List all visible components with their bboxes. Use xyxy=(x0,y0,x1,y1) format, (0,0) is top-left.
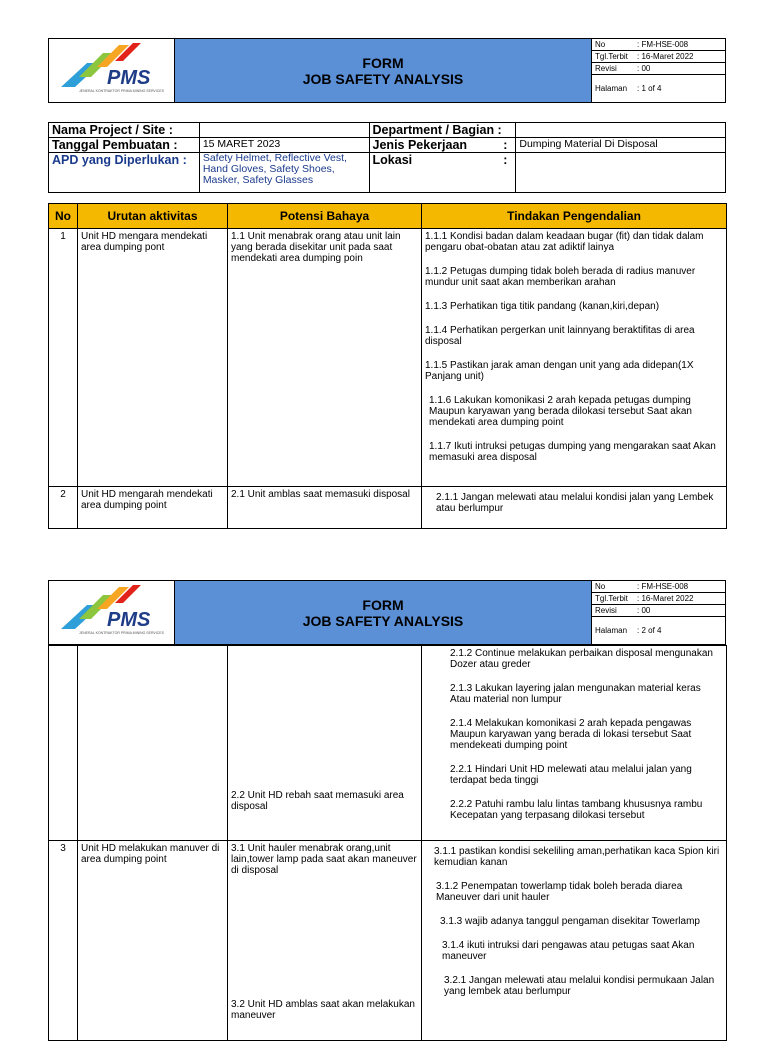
apd-value: Safety Helmet, Reflective Vest, Hand Gloves, Safety Shoes, Masker, Safety Glasses xyxy=(199,153,369,193)
jsa-table-page2 xyxy=(48,645,727,1041)
date-value: 15 MARET 2023 xyxy=(199,138,369,153)
row-number xyxy=(49,646,78,841)
date-label: Tanggal Pembuatan : xyxy=(49,138,200,153)
control-item: 3.2.1 Jangan melewati atau melalui kondisi permukaan Jalan yang lembek atau berlumpur xyxy=(444,975,715,997)
form-title xyxy=(175,39,591,102)
location-value xyxy=(516,153,726,193)
form-header-page2 xyxy=(48,580,726,645)
control-item: 2.1.3 Lakukan layering jalan mengunakan material keras Atau material non lumpur xyxy=(450,683,701,705)
col-header-controls: Tindakan Pengendalian xyxy=(422,204,727,229)
control-item: 3.1.2 Penempatan towerlamp tidak boleh berada diarea Maneuver dari unit hauler xyxy=(436,881,683,903)
activity-cell: Unit HD mengara mendekati area dumping pont xyxy=(78,229,228,487)
col-header-activity: Urutan aktivitas xyxy=(78,204,228,229)
controls-cell xyxy=(422,487,727,529)
control-item: 1.1.2 Petugas dumping tidak boleh berada di radius manuver mundur unit saat akan memberikan arahan xyxy=(425,266,696,288)
control-item: 1.1.7 Ikuti intruksi petugas dumping yang mengarakan saat Akan memasuki area disposal xyxy=(429,441,716,463)
job-type-label xyxy=(369,138,516,153)
title-line-2: JOB SAFETY ANALYSIS xyxy=(302,612,464,629)
meta-key: No xyxy=(595,582,606,591)
hazard-text: 3.1 Unit hauler menabrak orang,unit lain,tower lamp pada saat akan maneuver di disposal xyxy=(231,843,417,876)
location-colon: : xyxy=(503,153,508,167)
company-logo xyxy=(49,39,175,102)
controls-cell xyxy=(422,841,727,1041)
row-number: 2 xyxy=(49,487,78,529)
meta-value: : 00 xyxy=(637,606,651,615)
control-item: 1.1.6 Lakukan komonikasi 2 arah kepada petugas dumping Maupun karyawan yang berada dilokasi tersebut Saat akan mendekati area dumping point xyxy=(429,395,692,428)
brand-name: PMS xyxy=(107,67,151,89)
hazard-cell: 2.1 Unit amblas saat memasuki disposal xyxy=(228,487,422,529)
brand-tagline: JENERAL KONTRAKTOR PRIMA MINING SERVICES xyxy=(79,631,164,635)
table-row xyxy=(49,487,727,529)
meta-key: Tgl.Terbit xyxy=(595,52,628,61)
jsa-table-page1 xyxy=(48,203,727,529)
meta-value: : FM-HSE-008 xyxy=(637,582,689,591)
meta-key: Halaman xyxy=(595,84,628,93)
apd-label: APD yang Diperlukan : xyxy=(49,153,200,193)
hazard-cell xyxy=(228,229,422,487)
title-line-1: FORM xyxy=(362,596,404,613)
control-item: 1.1.3 Perhatikan tiga titik pandang (kanan,kiri,depan) xyxy=(425,301,660,312)
control-item: 2.1.2 Continue melakukan perbaikan disposal mengunakan Dozer atau greder xyxy=(450,648,713,670)
hazard-cell xyxy=(228,646,422,841)
project-info-table xyxy=(48,122,726,193)
department-value xyxy=(516,123,726,138)
form-header-page1 xyxy=(48,38,726,103)
document-meta xyxy=(591,39,725,102)
control-item: 3.1.1 pastikan kondisi sekeliling aman,perhatikan kaca Spion kiri kemudian kanan xyxy=(434,846,720,868)
brand-tagline: JENERAL KONTRAKTOR PRIMA MINING SERVICES xyxy=(79,89,164,93)
control-item: 1.1.5 Pastikan jarak aman dengan unit yang ada didepan(1X Panjang unit) xyxy=(425,360,694,382)
control-item: 2.2.2 Patuhi rambu lalu lintas tambang khususnya rambu Kecepatan yang terpasang dilokasi tersebut xyxy=(450,799,703,821)
meta-key: Revisi xyxy=(595,606,617,615)
hazard-text: 1.1 Unit menabrak orang atau unit lain yang berada disekitar unit pada saat mendekati area dumping poin xyxy=(231,231,401,264)
meta-key: Tgl.Terbit xyxy=(595,594,628,603)
control-item: 1.1.1 Kondisi badan dalam keadaan bugar (fit) dan tidak dalam pengaru obat-obatan atau zat adiktif lainya xyxy=(425,231,704,253)
control-item: 3.1.3 wajib adanya tanggul pengaman disekitar Towerlamp xyxy=(440,916,700,927)
controls-cell xyxy=(422,229,727,487)
title-line-2: JOB SAFETY ANALYSIS xyxy=(302,70,464,87)
row-number: 3 xyxy=(49,841,78,1041)
activity-cell: Unit HD mengarah mendekati area dumping point xyxy=(78,487,228,529)
document-meta xyxy=(591,581,725,644)
activity-cell xyxy=(78,646,228,841)
job-type-value: Dumping Material Di Disposal xyxy=(516,138,726,153)
form-title xyxy=(175,581,591,644)
meta-value: : 16-Maret 2022 xyxy=(637,52,694,61)
activity-cell: Unit HD melakukan manuver di area dumping point xyxy=(78,841,228,1041)
meta-value: : FM-HSE-008 xyxy=(637,40,689,49)
title-line-1: FORM xyxy=(362,54,404,71)
meta-value: : 1 of 4 xyxy=(637,84,662,93)
location-label xyxy=(369,153,516,193)
control-item: 3.1.4 ikuti intruksi dari pengawas atau petugas saat Akan maneuver xyxy=(442,940,695,962)
col-header-no: No xyxy=(49,204,78,229)
controls-cell xyxy=(422,646,727,841)
department-label: Department / Bagian : xyxy=(369,123,516,138)
row-number: 1 xyxy=(49,229,78,487)
meta-value: : 2 of 4 xyxy=(637,626,662,635)
hazard-cell xyxy=(228,841,422,1041)
hazard-text: 2.2 Unit HD rebah saat memasuki area disposal xyxy=(231,790,404,812)
job-type-label-text: Jenis Pekerjaan xyxy=(372,138,468,152)
job-type-colon: : xyxy=(503,138,508,152)
control-item: 2.1.4 Melakukan komonikasi 2 arah kepada pengawas Maupun karyawan yang berada di lokasi tersebut Saat mendekeati dumping point xyxy=(450,718,692,751)
brand-name: PMS xyxy=(107,609,151,631)
control-item: 2.2.1 Hindari Unit HD melewati atau melalui jalan yang terdapat beda tinggi xyxy=(450,764,692,786)
hazard-text: 3.2 Unit HD amblas saat akan melakukan maneuver xyxy=(231,999,415,1021)
table-row xyxy=(49,841,727,1041)
company-logo xyxy=(49,581,175,644)
meta-key: Halaman xyxy=(595,626,628,635)
col-header-hazard: Potensi Bahaya xyxy=(228,204,422,229)
meta-value: : 00 xyxy=(637,64,651,73)
table-row xyxy=(49,229,727,487)
location-label-text: Lokasi xyxy=(372,153,413,167)
meta-value: : 16-Maret 2022 xyxy=(637,594,694,603)
table-row xyxy=(49,646,727,841)
meta-key: No xyxy=(595,40,606,49)
control-item: 1.1.4 Perhatikan pergerkan unit lainnyang beraktifitas di area disposal xyxy=(425,325,695,347)
control-item: 2.1.1 Jangan melewati atau melalui kondisi jalan yang Lembek atau berlumpur xyxy=(436,492,714,514)
project-label: Nama Project / Site : xyxy=(49,123,200,138)
meta-key: Revisi xyxy=(595,64,617,73)
project-value xyxy=(199,123,369,138)
